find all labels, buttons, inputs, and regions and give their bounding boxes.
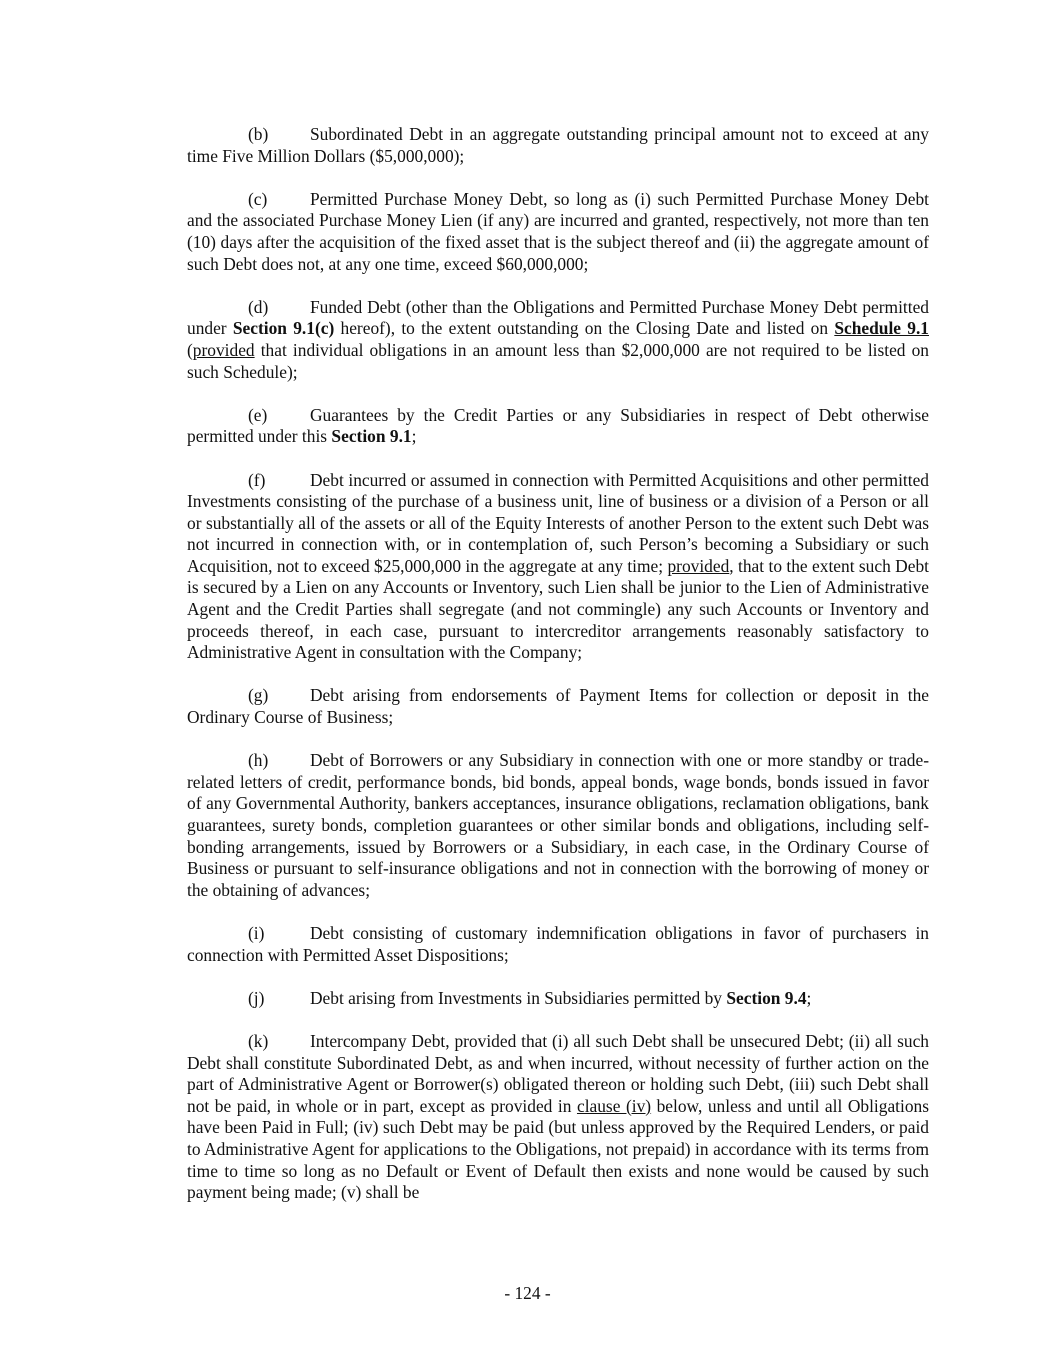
- clause-text: Intercompany Debt, provided that (i) all such Debt shall be unsecured Debt; (ii) all such Debt shall constitute Subordinated Debt, as and when incurred, without necessity of further action on the part of Administrative Agent or Borrower(s) obligated thereon or holding such Debt, (iii) such Debt shall not be paid, in whole or in part, except as provided in: [187, 1030, 929, 1116]
- section-reference: Section 9.1: [331, 426, 412, 447]
- paragraph-d: [187, 297, 929, 383]
- clause-label: (f): [248, 469, 266, 490]
- section-reference: Section 9.4: [726, 987, 807, 1008]
- provided-term: provided: [667, 555, 730, 576]
- clause-label: (i): [248, 922, 265, 943]
- paragraph-j: [187, 988, 929, 1010]
- clause-text: Debt arising from Investments in Subsidiaries permitted by: [310, 987, 727, 1008]
- clause-text: Debt incurred or assumed in connection with Permitted Acquisitions and other permitted Investments consisting of the purchase of a business unit, line of business or a division of a Person or all or substantially all of the assets or all of the Equity Interests of another Person to the extent such Debt was not incurred in connection with, or in contemplation of, such Person’s becoming a Subsidiary or such Acquisition, not to exceed $25,000,000 in the aggregate at any time;: [187, 469, 929, 576]
- clause-text: hereof), to the extent outstanding on the Closing Date and listed on: [334, 318, 835, 339]
- clause-label: (g): [248, 685, 269, 706]
- paragraph-i: [187, 923, 929, 966]
- section-reference: Section 9.1(c): [232, 318, 335, 339]
- clause-label: (d): [248, 296, 269, 317]
- provided-term: provided: [192, 339, 255, 360]
- clause-label: (e): [248, 404, 268, 425]
- clause-text: below, unless and until all Obligations have been Paid in Full; (iv) such Debt may be paid (but unless approved by the Required Lenders, or paid to Administrative Agent for applications to the Obligations, not prepaid) in accordance with its terms from time to time so long as no Default or Event of Default then exists and none would be caused by such payment being made; (v) shall be: [187, 1095, 930, 1203]
- clause-text: ;: [411, 426, 417, 447]
- paragraph-g: [187, 685, 929, 728]
- clause-text: that individual obligations in an amount less than $2,000,000 are not required to be listed on such Schedule);: [187, 339, 929, 382]
- paragraph-f: [187, 470, 929, 664]
- clause-label: (c): [248, 188, 268, 209]
- document-page: [187, 124, 929, 1204]
- paragraph-b: [187, 124, 929, 167]
- clause-label: (k): [248, 1030, 269, 1051]
- clause-reference: clause (iv): [576, 1095, 652, 1116]
- clause-label: (j): [248, 987, 265, 1008]
- clause-text: Funded Debt (other than the Obligations and Permitted Purchase Money Debt permitted under: [187, 296, 929, 339]
- clause-label: (b): [248, 124, 269, 144]
- clause-text: , that to the extent such Debt is secured by a Lien on any Accounts or Inventory, such Lien shall be junior to the Lien of Administrative Agent and the Credit Parties shall segregate (and not commingle) any such Accounts or Inventory and proceeds thereof, in each case, pursuant to intercreditor arrangements reasonably satisfactory to Administrative Agent in consultation with the Company;: [187, 555, 929, 663]
- paragraph-h: [187, 750, 929, 901]
- clause-label: (h): [248, 750, 269, 771]
- page-number: - 124 -: [504, 1283, 551, 1303]
- clause-text: Debt of Borrowers or any Subsidiary in connection with one or more standby or trade-related letters of credit, performance bonds, bid bonds, appeal bonds, wage bonds, bonds issued in favor of any Governmental Authority, bankers acceptances, insurance obligations, reclamation obligations, bank guarantees, surety bonds, completion guarantees or other similar bonds and obligations, including self-bonding arrangements, issued by Borrowers or a Subsidiary, in each case, in the Ordinary Course of Business or pursuant to self-insurance obligations and not in connection with the borrowing of money or the obtaining of advances;: [187, 750, 929, 900]
- clause-text: Debt arising from endorsements of Payment Items for collection or deposit in the Ordinary Course of Business;: [187, 685, 929, 728]
- schedule-reference: Schedule 9.1: [834, 318, 929, 339]
- paragraph-c: [187, 189, 929, 275]
- clause-text: Subordinated Debt in an aggregate outstanding principal amount not to exceed at any time Five Million Dollars ($5,000,000);: [187, 124, 929, 166]
- clause-text: Guarantees by the Credit Parties or any Subsidiaries in respect of Debt otherwise permitted under this: [187, 404, 929, 447]
- clause-text: Permitted Purchase Money Debt, so long as (i) such Permitted Purchase Money Debt and the associated Purchase Money Lien (if any) are incurred and granted, respectively, not more than ten (10) days after the acquisition of the fixed asset that is the subject thereof and (ii) the aggregate amount of such Debt does not, at any one time, exceed $60,000,000;: [187, 188, 929, 274]
- clause-text: ;: [806, 987, 812, 1008]
- paragraph-k: [187, 1031, 929, 1204]
- clause-text: (: [187, 339, 193, 360]
- clause-text: Debt consisting of customary indemnification obligations in favor of purchasers in connection with Permitted Asset Dispositions;: [187, 922, 929, 965]
- paragraph-e: [187, 405, 929, 448]
